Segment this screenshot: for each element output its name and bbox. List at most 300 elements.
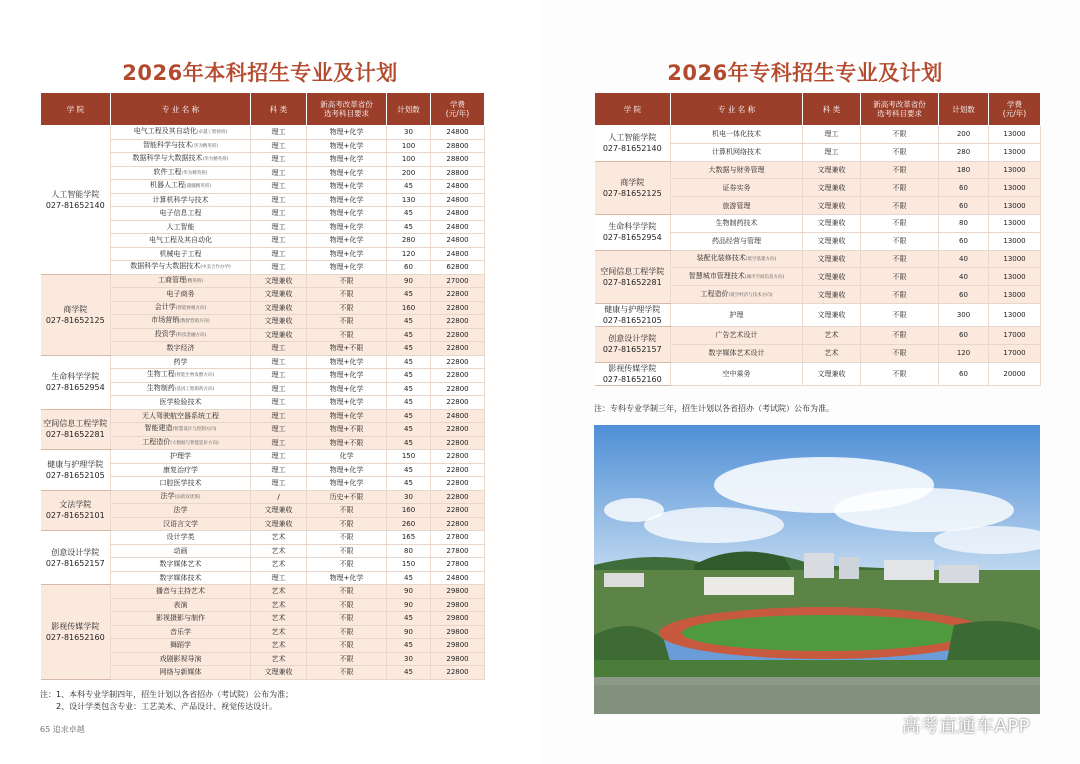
- category-cell: 艺术: [251, 598, 307, 612]
- major-name: 网络与新媒体: [159, 668, 202, 677]
- major-direction: (大数据与智能造价方向): [170, 440, 219, 446]
- category-cell: 理工: [251, 207, 307, 221]
- category-cell: 文理兼收: [251, 315, 307, 329]
- category-cell: 艺术: [803, 326, 861, 344]
- column-header: 计划数: [939, 93, 989, 126]
- major-cell: [111, 463, 251, 477]
- category-cell: 文理兼收: [803, 286, 861, 304]
- plan-count-cell: 120: [939, 344, 989, 362]
- subject-requirement-cell: 不限: [307, 315, 387, 329]
- major-direction: (城市空间信息方向): [744, 274, 785, 280]
- tuition-cell: 22800: [431, 342, 485, 356]
- category-cell: 文理兼收: [251, 274, 307, 288]
- major-name: 智能科学与技术: [142, 140, 192, 149]
- tuition-cell: 17000: [989, 344, 1041, 362]
- major-name: 戏剧影视导演: [159, 654, 202, 663]
- table-row: [595, 214, 1041, 232]
- major-name: 数据科学与大数据技术: [132, 154, 203, 163]
- tuition-cell: 24800: [431, 193, 485, 207]
- plan-count-cell: 100: [387, 139, 431, 153]
- subject-requirement-cell: 不限: [861, 161, 939, 179]
- column-header: 专 业 名 称: [111, 93, 251, 126]
- major-name: 电子信息工程: [159, 209, 202, 218]
- junior-college-note: 注：专科专业学制三年，招生计划以各省招办（考试院）公布为准。: [594, 404, 834, 413]
- plan-count-cell: 30: [387, 126, 431, 140]
- college-phone: 027-81652954: [45, 383, 105, 392]
- table-row: [41, 409, 485, 423]
- major-cell: [111, 396, 251, 410]
- major-cell: [111, 477, 251, 491]
- undergrad-notes: [40, 689, 510, 713]
- major-cell: [111, 598, 251, 612]
- subject-requirement-cell: 物理+化学: [307, 409, 387, 423]
- junior-college-table: [594, 92, 1041, 386]
- category-cell: 艺术: [251, 544, 307, 558]
- subject-requirement-cell: 物理+化学: [307, 207, 387, 221]
- major-cell: [111, 585, 251, 599]
- major-cell: [111, 207, 251, 221]
- major-cell: [111, 234, 251, 248]
- subject-requirement-cell: 不限: [861, 214, 939, 232]
- category-cell: 理工: [251, 571, 307, 585]
- tuition-cell: 13000: [989, 232, 1041, 250]
- major-direction: (智能生物发酵方向): [174, 373, 215, 379]
- category-cell: 理工: [251, 220, 307, 234]
- plan-count-cell: 45: [387, 612, 431, 626]
- table-header-row: [595, 93, 1041, 126]
- plan-count-cell: 160: [387, 301, 431, 315]
- plan-count-cell: 30: [387, 652, 431, 666]
- college-name: 文法学院: [59, 500, 92, 510]
- major-direction: (华为精英班): [181, 170, 208, 176]
- tuition-cell: 13000: [989, 214, 1041, 232]
- category-cell: 文理兼收: [251, 504, 307, 518]
- tuition-cell: 29800: [431, 639, 485, 653]
- major-cell: [671, 143, 803, 161]
- undergrad-title: 2026年本科招生专业及计划: [122, 61, 398, 85]
- tuition-cell: 29800: [431, 652, 485, 666]
- category-cell: 理工: [251, 234, 307, 248]
- subject-requirement-cell: 不限: [861, 126, 939, 144]
- major-cell: [111, 558, 251, 572]
- tuition-cell: 22800: [431, 436, 485, 450]
- major-cell: [671, 179, 803, 197]
- plan-count-cell: 150: [387, 558, 431, 572]
- table-row: [595, 161, 1041, 179]
- category-cell: 艺术: [251, 531, 307, 545]
- major-name: 旅游管理: [722, 201, 751, 210]
- subject-requirement-cell: 物理+化学: [307, 247, 387, 261]
- column-header: 新高考改革省份 选考科目要求: [307, 93, 387, 126]
- plan-count-cell: 160: [387, 504, 431, 518]
- major-cell: [111, 180, 251, 194]
- major-cell: [111, 166, 251, 180]
- plan-count-cell: 45: [387, 288, 431, 302]
- major-name: 智能建造: [144, 424, 173, 433]
- major-name: 计算机网络技术: [712, 148, 761, 157]
- tuition-cell: 24800: [431, 571, 485, 585]
- table-row: [595, 303, 1041, 326]
- subject-requirement-cell: 不限: [861, 143, 939, 161]
- plan-count-cell: 30: [387, 490, 431, 504]
- major-name: 药学: [173, 357, 188, 366]
- tuition-cell: 29800: [431, 585, 485, 599]
- subject-requirement-cell: 物理+不限: [307, 342, 387, 356]
- tuition-cell: 22800: [431, 396, 485, 410]
- major-direction: (智慧设计与控制方向): [172, 427, 217, 433]
- category-cell: 理工: [251, 247, 307, 261]
- subject-requirement-cell: 物理+化学: [307, 234, 387, 248]
- college-name: 空间信息工程学院: [43, 419, 108, 429]
- college-phone: 027-81652281: [602, 277, 662, 287]
- plan-count-cell: 45: [387, 382, 431, 396]
- plan-count-cell: 120: [387, 247, 431, 261]
- major-cell: [111, 220, 251, 234]
- category-cell: 理工: [251, 423, 307, 437]
- category-cell: 理工: [251, 166, 307, 180]
- category-cell: 理工: [251, 139, 307, 153]
- plan-count-cell: 45: [387, 180, 431, 194]
- major-cell: [111, 652, 251, 666]
- subject-requirement-cell: 不限: [861, 232, 939, 250]
- college-cell: [41, 450, 111, 491]
- subject-requirement-cell: 不限: [307, 531, 387, 545]
- tuition-cell: 27000: [431, 274, 485, 288]
- plan-count-cell: 60: [939, 326, 989, 344]
- plan-count-cell: 45: [387, 342, 431, 356]
- subject-requirement-cell: 不限: [307, 517, 387, 531]
- subject-requirement-cell: 物理+化学: [307, 220, 387, 234]
- plan-count-cell: 260: [387, 517, 431, 531]
- subject-requirement-cell: 物理+化学: [307, 477, 387, 491]
- tuition-cell: 13000: [989, 286, 1041, 304]
- category-cell: 理工: [803, 143, 861, 161]
- plan-count-cell: 80: [939, 214, 989, 232]
- campus-photo-illustration: [594, 425, 1040, 714]
- subject-requirement-cell: 不限: [307, 301, 387, 315]
- major-direction: (低空基建方向): [745, 256, 777, 262]
- plan-count-cell: 40: [939, 268, 989, 286]
- tuition-cell: 22800: [431, 423, 485, 437]
- column-header: 专 业 名 称: [671, 93, 803, 126]
- major-cell: [111, 612, 251, 626]
- category-cell: 理工: [251, 477, 307, 491]
- tuition-cell: 22800: [431, 369, 485, 383]
- major-name: 舞蹈学: [170, 641, 191, 650]
- table-row: [595, 250, 1041, 268]
- tuition-cell: 13000: [989, 161, 1041, 179]
- subject-requirement-cell: 物理+不限: [307, 436, 387, 450]
- college-phone: 027-81652140: [45, 200, 105, 210]
- category-cell: 文理兼收: [803, 232, 861, 250]
- tuition-cell: 22800: [431, 355, 485, 369]
- plan-count-cell: 45: [387, 571, 431, 585]
- college-name: 生命科学学院: [608, 222, 657, 232]
- major-cell: [111, 625, 251, 639]
- major-cell: [111, 666, 251, 680]
- major-cell: [111, 274, 251, 288]
- category-cell: 文理兼收: [803, 197, 861, 215]
- major-cell: [111, 517, 251, 531]
- tuition-cell: 22800: [431, 490, 485, 504]
- junior-college-title: 2026年专科招生专业及计划: [667, 61, 943, 85]
- major-cell: [111, 409, 251, 423]
- tuition-cell: 13000: [989, 143, 1041, 161]
- category-cell: 理工: [251, 180, 307, 194]
- subject-requirement-cell: 物理+化学: [307, 369, 387, 383]
- tuition-cell: 24800: [431, 126, 485, 140]
- major-name: 表演: [173, 600, 188, 609]
- major-name: 口腔医学技术: [159, 479, 202, 488]
- category-cell: 艺术: [251, 652, 307, 666]
- major-name: 数字媒体技术: [159, 573, 202, 582]
- college-cell: [41, 409, 111, 450]
- plan-count-cell: 90: [387, 598, 431, 612]
- major-cell: [671, 286, 803, 304]
- major-name: 机械电子工程: [159, 249, 202, 258]
- tuition-cell: 22800: [431, 382, 485, 396]
- tuition-cell: 22800: [431, 504, 485, 518]
- category-cell: 理工: [251, 193, 307, 207]
- major-cell: [111, 126, 251, 140]
- college-name: 商学院: [620, 177, 645, 187]
- college-phone: 027-81652140: [602, 144, 662, 154]
- major-cell: [111, 355, 251, 369]
- category-cell: 艺术: [251, 639, 307, 653]
- college-cell: [41, 274, 111, 355]
- category-cell: 文理兼收: [803, 268, 861, 286]
- table-row: [595, 362, 1041, 385]
- plan-count-cell: 60: [939, 286, 989, 304]
- tuition-cell: 22800: [431, 328, 485, 342]
- major-name: 空中乘务: [722, 369, 751, 378]
- tuition-cell: 17000: [989, 326, 1041, 344]
- column-header: 学 院: [595, 93, 671, 126]
- college-phone: 027-81652954: [602, 233, 662, 243]
- tuition-cell: 27800: [431, 544, 485, 558]
- subject-requirement-cell: 不限: [861, 362, 939, 385]
- subject-requirement-cell: 不限: [861, 303, 939, 326]
- plan-count-cell: 45: [387, 207, 431, 221]
- column-header: 学 院: [41, 93, 111, 126]
- subject-requirement-cell: 不限: [307, 558, 387, 572]
- college-phone: 027-81652281: [45, 430, 105, 440]
- tuition-cell: 27800: [431, 531, 485, 545]
- table-row: [41, 490, 485, 504]
- college-cell: [41, 531, 111, 585]
- column-header: 计划数: [387, 93, 431, 126]
- college-cell: [41, 126, 111, 275]
- college-name: 创意设计学院: [51, 547, 100, 557]
- major-cell: [111, 436, 251, 450]
- college-cell: [595, 126, 671, 162]
- subject-requirement-cell: 不限: [307, 288, 387, 302]
- subject-requirement-cell: 不限: [307, 504, 387, 518]
- major-cell: [671, 326, 803, 344]
- table-row: [41, 585, 485, 599]
- tuition-cell: 29800: [431, 598, 485, 612]
- undergrad-table: [40, 92, 485, 680]
- tuition-cell: 24800: [431, 207, 485, 221]
- category-cell: 理工: [251, 369, 307, 383]
- category-cell: 理工: [803, 126, 861, 144]
- major-name: 电气工程及其自动化: [149, 236, 212, 245]
- plan-count-cell: 60: [939, 362, 989, 385]
- college-phone: 027-81652125: [602, 188, 662, 198]
- college-phone: 027-81652105: [45, 470, 105, 480]
- plan-count-cell: 300: [939, 303, 989, 326]
- major-cell: [111, 139, 251, 153]
- plan-count-cell: 90: [387, 585, 431, 599]
- major-name: 软件工程: [153, 167, 182, 176]
- college-phone: 027-81652105: [602, 315, 662, 325]
- plan-count-cell: 200: [387, 166, 431, 180]
- plan-count-cell: 40: [939, 250, 989, 268]
- subject-requirement-cell: 不限: [861, 197, 939, 215]
- subject-requirement-cell: 物理+化学: [307, 139, 387, 153]
- plan-count-cell: 45: [387, 423, 431, 437]
- plan-count-cell: 45: [387, 328, 431, 342]
- major-name: 广告艺术设计: [715, 331, 758, 340]
- tuition-cell: 24800: [431, 234, 485, 248]
- category-cell: 艺术: [251, 625, 307, 639]
- tuition-cell: 13000: [989, 126, 1041, 144]
- college-cell: [595, 214, 671, 250]
- tuition-cell: 22800: [431, 666, 485, 680]
- major-direction: (卓越工程师班): [196, 130, 228, 136]
- college-cell: [595, 161, 671, 214]
- major-cell: [111, 247, 251, 261]
- major-name: 生物制药技术: [715, 219, 758, 228]
- college-name: 商学院: [63, 304, 88, 314]
- category-cell: 理工: [251, 463, 307, 477]
- major-direction: (越疆精英班): [184, 184, 211, 190]
- major-name: 医学检验技术: [159, 398, 202, 407]
- college-phone: 027-81652157: [45, 558, 105, 568]
- plan-count-cell: 130: [387, 193, 431, 207]
- major-name: 生物工程: [146, 370, 175, 379]
- major-cell: [671, 344, 803, 362]
- major-name: 机电一体化技术: [712, 130, 761, 139]
- tuition-cell: 22800: [431, 315, 485, 329]
- table-row: [41, 126, 485, 140]
- tuition-cell: 24800: [431, 180, 485, 194]
- college-phone: 027-81652160: [45, 632, 105, 642]
- plan-count-cell: 150: [387, 450, 431, 464]
- major-name: 汉语言文学: [163, 519, 198, 528]
- category-cell: 艺术: [251, 558, 307, 572]
- plan-count-cell: 60: [387, 261, 431, 275]
- major-cell: [671, 250, 803, 268]
- major-direction: (数智营销方向): [179, 319, 210, 325]
- category-cell: 理工: [251, 409, 307, 423]
- table-row: [41, 274, 485, 288]
- major-name: 市场营销: [151, 316, 180, 325]
- subject-requirement-cell: 物理+化学: [307, 261, 387, 275]
- campus-aerial-photo: [594, 425, 1040, 714]
- note-line: 2、设计学类包含专业：工艺美术、产品设计、视觉传达设计。: [40, 702, 278, 711]
- major-cell: [111, 423, 251, 437]
- major-cell: [671, 303, 803, 326]
- college-cell: [595, 326, 671, 362]
- plan-count-cell: 45: [387, 477, 431, 491]
- note-line: 注：1、本科专业学制四年，招生计划以各省招办（考试院）公布为准；: [40, 690, 294, 699]
- plan-count-cell: 180: [939, 161, 989, 179]
- category-cell: 文理兼收: [803, 303, 861, 326]
- subject-requirement-cell: 不限: [861, 344, 939, 362]
- major-direction: (智能财税方向): [175, 305, 207, 311]
- category-cell: 理工: [251, 342, 307, 356]
- college-name: 空间信息工程学院: [600, 266, 665, 276]
- category-cell: 文理兼收: [251, 517, 307, 531]
- college-cell: [595, 362, 671, 385]
- tuition-cell: 22800: [431, 477, 485, 491]
- major-name: 护理: [729, 310, 744, 319]
- plan-count-cell: 200: [939, 126, 989, 144]
- category-cell: 文理兼收: [803, 179, 861, 197]
- major-name: 数字媒体艺术: [159, 560, 202, 569]
- page-number-left: 65 追求卓越: [40, 725, 85, 734]
- category-cell: 理工: [251, 450, 307, 464]
- plan-count-cell: 45: [387, 315, 431, 329]
- major-name: 电子商务: [166, 290, 195, 299]
- tuition-cell: 22800: [431, 288, 485, 302]
- major-cell: [671, 232, 803, 250]
- tuition-cell: 29800: [431, 612, 485, 626]
- category-cell: 文理兼收: [803, 250, 861, 268]
- subject-requirement-cell: 不限: [307, 625, 387, 639]
- major-name: 会计学: [154, 302, 176, 311]
- tuition-cell: 13000: [989, 197, 1041, 215]
- major-name: 智慧城市管理技术: [688, 271, 745, 280]
- tuition-cell: 13000: [989, 250, 1041, 268]
- subject-requirement-cell: 不限: [861, 179, 939, 197]
- major-name: 护理学: [170, 452, 191, 461]
- category-cell: 文理兼收: [251, 666, 307, 680]
- major-cell: [111, 490, 251, 504]
- major-cell: [111, 315, 251, 329]
- subject-requirement-cell: 不限: [307, 585, 387, 599]
- major-name: 法学: [160, 491, 175, 500]
- category-cell: 理工: [251, 126, 307, 140]
- subject-requirement-cell: 不限: [307, 666, 387, 680]
- subject-requirement-cell: 物理+化学: [307, 126, 387, 140]
- major-cell: [111, 328, 251, 342]
- major-cell: [111, 193, 251, 207]
- tuition-cell: 27800: [431, 558, 485, 572]
- tuition-cell: 13000: [989, 268, 1041, 286]
- tuition-cell: 22800: [431, 517, 485, 531]
- major-cell: [111, 504, 251, 518]
- watermark-text: 高考直通车APP: [902, 716, 1031, 737]
- plan-count-cell: 45: [387, 369, 431, 383]
- major-name: 康复治疗学: [163, 465, 198, 474]
- major-cell: [111, 382, 251, 396]
- subject-requirement-cell: 历史+不限: [307, 490, 387, 504]
- subject-requirement-cell: 不限: [307, 274, 387, 288]
- major-cell: [671, 268, 803, 286]
- major-direction: (基因工程制药方向): [174, 386, 215, 392]
- category-cell: 文理兼收: [803, 214, 861, 232]
- major-direction: (精英班): [185, 278, 203, 284]
- plan-count-cell: 80: [387, 544, 431, 558]
- tuition-cell: 24800: [431, 247, 485, 261]
- subject-requirement-cell: 不限: [307, 598, 387, 612]
- major-cell: [111, 369, 251, 383]
- category-cell: 理工: [251, 153, 307, 167]
- subject-requirement-cell: 物理+化学: [307, 355, 387, 369]
- category-cell: 艺术: [251, 612, 307, 626]
